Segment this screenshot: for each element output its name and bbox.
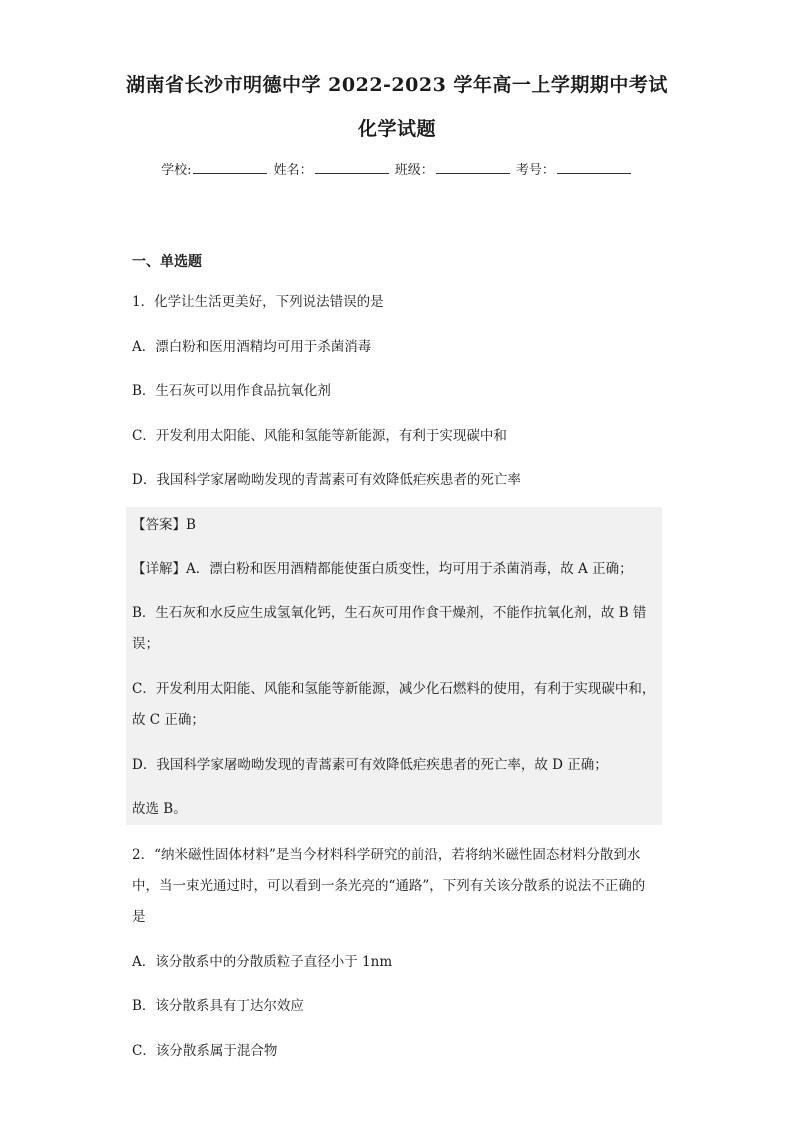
class-blank[interactable] [436,161,510,174]
student-info-row [0,159,794,178]
question-2-option-b: B．该分散系具有丁达尔效应 [132,998,304,1014]
question-2-option-c: C．该分散系属于混合物 [132,1043,278,1059]
school-label: 学校: [161,163,192,178]
name-label: 姓名： [273,163,313,178]
name-blank[interactable] [315,161,389,174]
explanation-line: C．开发利用太阳能、风能和氢能等新能源，减少化石燃料的使用，有利于实现碳中和， [132,681,656,697]
exam-title: 湖南省长沙市明德中学 2022-2023 学年高一上学期期中考试 [126,74,668,96]
question-2-stem-line: 是 [132,909,146,925]
explanation-line: 误； [132,636,159,652]
question-1-answer: 【答案】B [132,517,196,533]
question-1-stem: 1．化学让生活更美好，下列说法错误的是 [132,294,384,310]
class-label: 班级： [394,163,434,178]
exam-subtitle: 化学试题 [357,118,436,140]
answer-explanation-box [126,507,662,825]
exam-number-label: 考号： [515,163,555,178]
question-1-option-b: B．生石灰可以用作食品抗氧化剂 [132,383,331,399]
question-2-stem-line: 2．“纳米磁性固体材料”是当今材料科学研究的前沿，若将纳米磁性固态材料分散到水 [132,847,641,863]
question-2-option-a: A．该分散系中的分散质粒子直径小于 1nm [132,954,393,970]
explanation-line: 【详解】A．漂白粉和医用酒精都能使蛋白质变性，均可用于杀菌消毒，故 A 正确； [132,561,633,577]
explanation-line: B．生石灰和水反应生成氢氧化钙，生石灰可用作食干燥剂，不能作抗氧化剂，故 B 错 [132,605,647,621]
question-1-option-c: C．开发利用太阳能、风能和氢能等新能源，有利于实现碳中和 [132,428,507,444]
explanation-line: 故 C 正确； [132,712,205,728]
question-1-option-a: A．漂白粉和医用酒精均可用于杀菌消毒 [132,339,372,355]
question-2-stem-line: 中，当一束光通过时，可以看到一条光亮的“通路”，下列有关该分散系的说法不正确的 [132,878,646,894]
explanation-line: D．我国科学家屠呦呦发现的青蒿素可有效降低疟疾患者的死亡率，故 D 正确； [132,757,608,773]
exam-number-blank[interactable] [557,161,631,174]
question-1-option-d: D．我国科学家屠呦呦发现的青蒿素可有效降低疟疾患者的死亡率 [132,472,521,488]
school-blank[interactable] [193,161,267,174]
explanation-line: 故选 B。 [132,801,187,817]
section-heading: 一、单选题 [132,254,202,270]
